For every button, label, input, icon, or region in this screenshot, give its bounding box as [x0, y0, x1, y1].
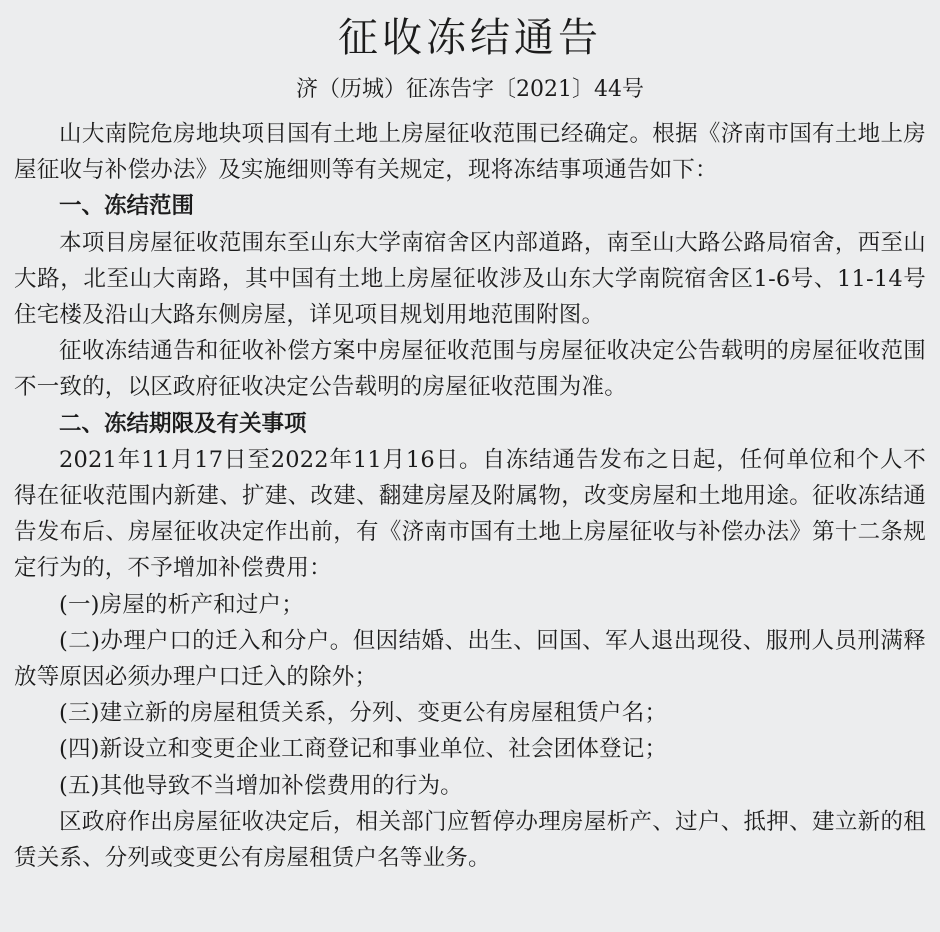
scope-precedence-paragraph: 征收冻结通告和征收补偿方案中房屋征收范围与房屋征收决定公告载明的房屋征收范围不一致的，以区政府征收决定公告载明的房屋征收范围为准。 — [14, 338, 926, 401]
closing-paragraph: 区政府作出房屋征收决定后，相关部门应暂停办理房屋析产、过户、抵押、建立新的租赁关系、分列或变更公有房屋租赁户名等业务。 — [14, 808, 926, 872]
prohibited-item-3: (三)建立新的房屋租赁关系，分列、变更公有房屋租赁户名； — [59, 700, 668, 727]
section-heading-freeze-scope: 一、冻结范围 — [59, 193, 195, 220]
prohibited-item-2: (二)办理户口的迁入和分户。但因结婚、出生、回国、军人退出现役、服刑人员刑满释放等原因必须办理户口迁入的除外； — [14, 627, 926, 691]
prohibited-item-5: (五)其他导致不当增加补偿费用的行为。 — [59, 772, 463, 799]
document-number: 济（历城）征冻告字〔2021〕44号 — [296, 77, 644, 102]
intro-paragraph: 山大南院危房地块项目国有土地上房屋征收范围已经确定。根据《济南市国有土地上房屋征收与补偿办法》及实施细则等有关规定，现将冻结事项通告如下： — [14, 121, 926, 184]
notice-title: 征收冻结通告 — [338, 15, 602, 61]
scope-paragraph: 本项目房屋征收范围东至山东大学南宿舍区内部道路，南至山大路公路局宿舍，西至山大路，北至山大南路，其中国有土地上房屋征收涉及山东大学南院宿舍区1-6号、11-14号住宅楼及沿山大路东侧房屋，详见项目规划用地范围附图。 — [14, 229, 926, 329]
section-heading-freeze-period: 二、冻结期限及有关事项 — [59, 410, 307, 437]
period-paragraph: 2021年11月17日至2022年11月16日。自冻结通告发布之日起，任何单位和个人不得在征收范围内新建、扩建、改建、翻建房屋及附属物，改变房屋和土地用途。征收冻结通告发布后、房屋征收决定作出前，有《济南市国有土地上房屋征收与补偿办法》第十二条规定行为的，不予增加补偿费用： — [14, 446, 926, 582]
prohibited-item-1: (一)房屋的析产和过户； — [59, 591, 304, 618]
prohibited-item-4: (四)新设立和变更企业工商登记和事业单位、社会团体登记； — [59, 736, 668, 763]
